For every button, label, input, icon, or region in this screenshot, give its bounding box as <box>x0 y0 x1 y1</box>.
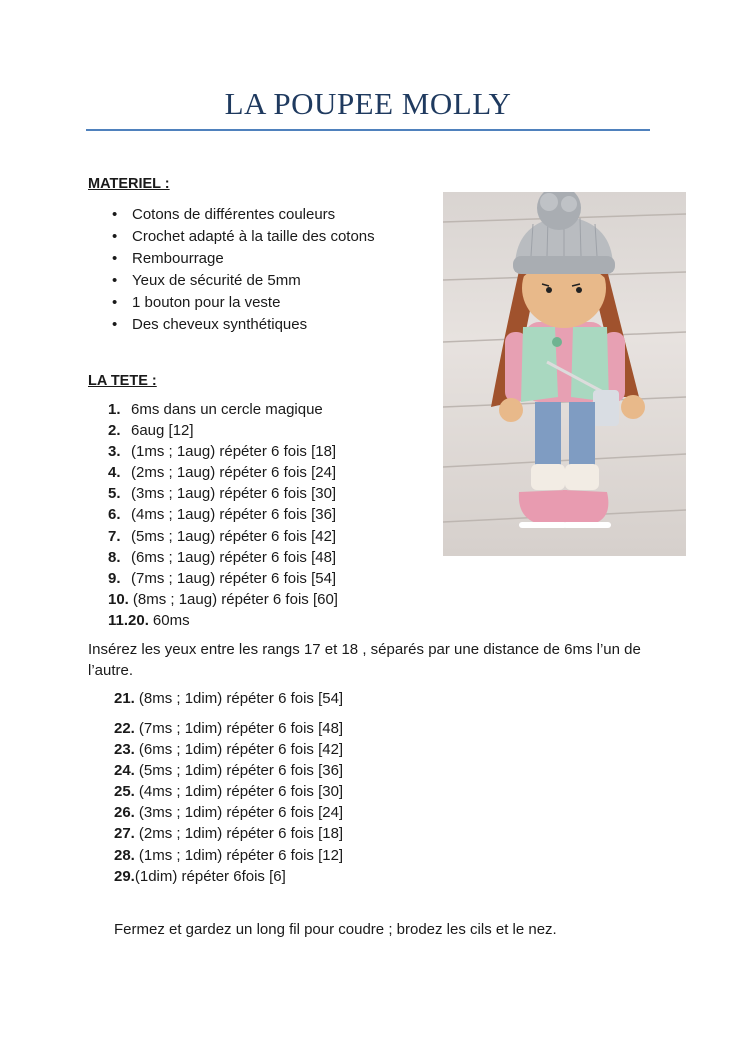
list-item: 28. (1ms ; 1dim) répéter 6 fois [12] <box>114 846 344 864</box>
list-item: 7. (5ms ; 1aug) répéter 6 fois [42] <box>108 527 337 545</box>
decrease-steps-list <box>114 718 343 887</box>
doll-photo <box>443 192 686 556</box>
bullet-icon: • <box>112 228 118 245</box>
list-item: 4. (2ms ; 1aug) répéter 6 fois [24] <box>108 464 337 482</box>
bullet-icon: • <box>112 206 118 223</box>
list-item: 24. (5ms ; 1dim) répéter 6 fois [36] <box>114 762 344 780</box>
bullet-icon: • <box>112 250 118 267</box>
list-item: 26. (3ms ; 1dim) répéter 6 fois [24] <box>114 804 344 822</box>
list-item: • 1 bouton pour la veste <box>112 292 375 314</box>
list-item: 11.20. 60ms <box>108 611 190 629</box>
step-21 <box>114 688 343 709</box>
list-item: 1. 6ms dans un cercle magique <box>108 401 323 418</box>
list-item: 6. (4ms ; 1aug) répéter 6 fois [36] <box>108 506 337 524</box>
list-item: • Cotons de différentes couleurs <box>112 204 375 226</box>
list-item: 3. (1ms ; 1aug) répéter 6 fois [18] <box>108 443 337 461</box>
list-item: • Yeux de sécurité de 5mm <box>112 270 375 292</box>
list-item: • Rembourrage <box>112 248 375 270</box>
list-item: 21. (8ms ; 1dim) répéter 6 fois [54] <box>114 690 344 707</box>
page-title: LA POUPEE MOLLY <box>224 86 512 121</box>
materiel-heading: MATERIEL : <box>88 176 170 192</box>
bullet-icon: • <box>112 316 118 333</box>
list-item: 2. 6aug [12] <box>108 422 194 440</box>
tete-heading: LA TETE : <box>88 373 157 389</box>
eyes-note: Insérez les yeux entre les rangs 17 et 18 , séparés par une distance de 6ms l’un de l’autre. <box>88 641 641 679</box>
list-item: 5. (3ms ; 1aug) répéter 6 fois [30] <box>108 485 337 503</box>
list-item: • Des cheveux synthétiques <box>112 314 375 336</box>
list-item: 23. (6ms ; 1dim) répéter 6 fois [42] <box>114 741 344 759</box>
list-item: 29.(1dim) répéter 6fois [6] <box>114 867 286 885</box>
materiel-list <box>112 204 375 336</box>
title-underline <box>86 129 650 131</box>
list-item: 10. (8ms ; 1aug) répéter 6 fois [60] <box>108 590 338 608</box>
doll-illustration <box>443 192 686 556</box>
list-item: 27. (2ms ; 1dim) répéter 6 fois [18] <box>114 825 344 843</box>
list-item: 9. (7ms ; 1aug) répéter 6 fois [54] <box>108 569 337 587</box>
tete-steps-list <box>108 399 338 631</box>
bullet-icon: • <box>112 294 118 311</box>
closing-note: Fermez et gardez un long fil pour coudre ; brodez les cils et le nez. <box>114 921 557 938</box>
bullet-icon: • <box>112 272 118 289</box>
list-item: 22. (7ms ; 1dim) répéter 6 fois [48] <box>114 720 344 737</box>
list-item: • Crochet adapté à la taille des cotons <box>112 226 375 248</box>
list-item: 8. (6ms ; 1aug) répéter 6 fois [48] <box>108 548 337 566</box>
list-item: 25. (4ms ; 1dim) répéter 6 fois [30] <box>114 783 344 801</box>
